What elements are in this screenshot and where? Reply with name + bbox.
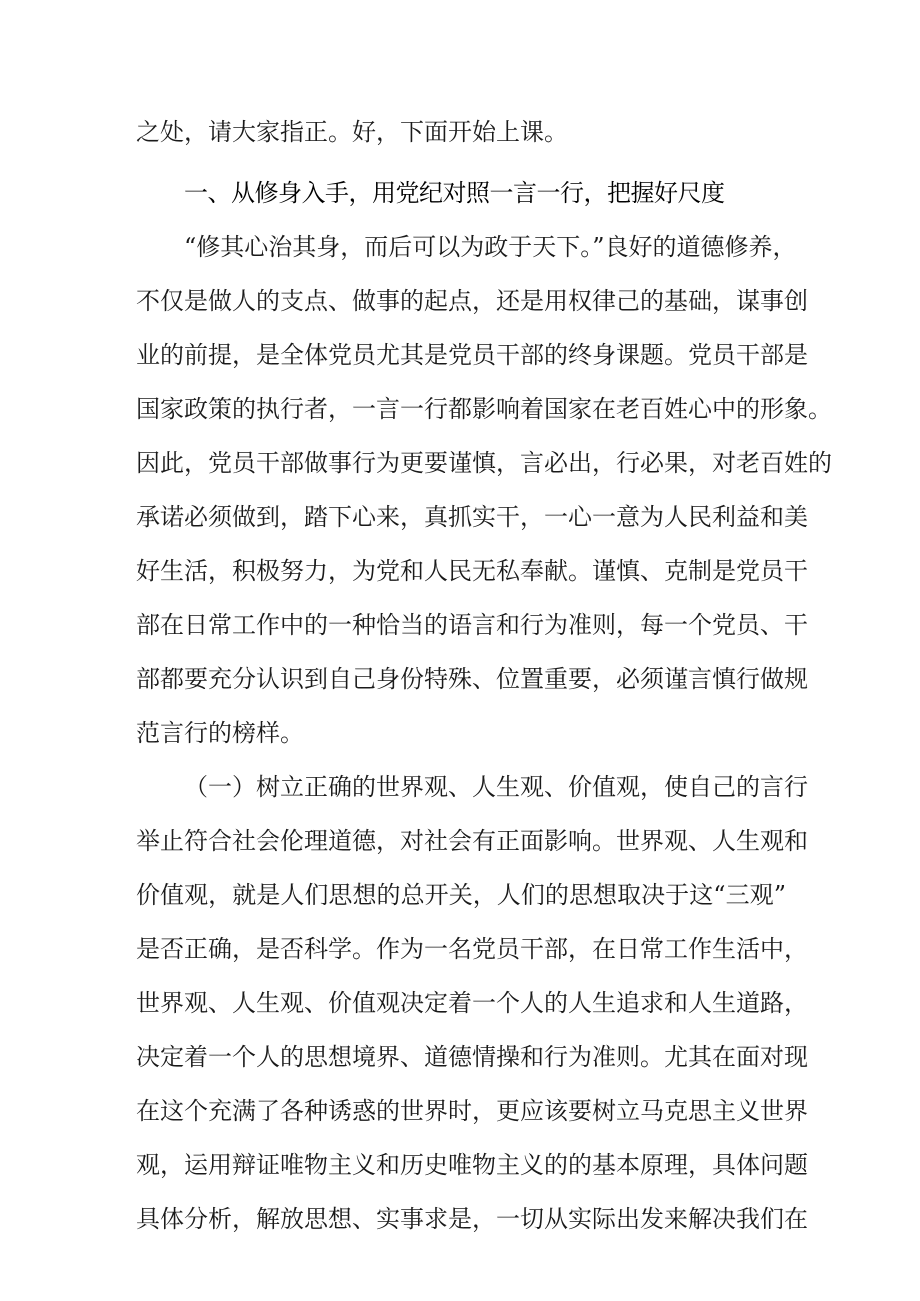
paragraph2-line: 决定着一个人的思想境界、道德情操和行为准则。尤其在面对现 <box>136 1043 808 1071</box>
paragraph1-line: 范言行的榜样。 <box>136 719 304 747</box>
paragraph2-line: 价值观，就是人们思想的总开关，人们的思想取决于这“三观” <box>136 881 786 909</box>
paragraph2-line: 具体分析，解放思想、实事求是，一切从实际出发来解决我们在 <box>136 1205 808 1233</box>
paragraph1-line: 部都要充分认识到自己身份特殊、位置重要，必须谨言慎行做规 <box>136 665 808 693</box>
paragraph2-line: （一）树立正确的世界观、人生观、价值观，使自己的言行 <box>184 773 808 801</box>
paragraph2-line: 观，运用辩证唯物主义和历史唯物主义的的基本原理，具体问题 <box>136 1151 808 1179</box>
paragraph1-line: 部在日常工作中的一种恰当的语言和行为准则，每一个党员、干 <box>136 611 808 639</box>
paragraph2-line: 举止符合社会伦理道德，对社会有正面影响。世界观、人生观和 <box>136 827 808 855</box>
intro-tail-line: 之处，请大家指正。好，下面开始上课。 <box>136 118 568 146</box>
section-heading: 一、从修身入手，用党纪对照一言一行，把握好尺度 <box>184 179 725 207</box>
paragraph1-line: 业的前提，是全体党员尤其是党员干部的终身课题。党员干部是 <box>136 341 808 369</box>
paragraph1-line: 不仅是做人的支点、做事的起点，还是用权律己的基础，谋事创 <box>136 287 808 315</box>
paragraph1-line: “修其心治其身，而后可以为政于天下。”良好的道德修养， <box>184 233 797 261</box>
paragraph2-line: 世界观、人生观、价值观决定着一个人的人生追求和人生道路， <box>136 989 808 1017</box>
paragraph1-line: 国家政策的执行者，一言一行都影响着国家在老百姓心中的形象。 <box>136 395 832 423</box>
paragraph2-line: 是否正确，是否科学。作为一名党员干部，在日常工作生活中， <box>136 935 808 963</box>
paragraph1-line: 承诺必须做到，踏下心来，真抓实干，一心一意为人民利益和美 <box>136 503 808 531</box>
paragraph1-line: 因此，党员干部做事行为更要谨慎，言必出，行必果，对老百姓的 <box>136 449 832 477</box>
paragraph2-line: 在这个充满了各种诱惑的世界时，更应该要树立马克思主义世界 <box>136 1097 808 1125</box>
paragraph1-line: 好生活，积极努力，为党和人民无私奉献。谨慎、克制是党员干 <box>136 557 808 585</box>
